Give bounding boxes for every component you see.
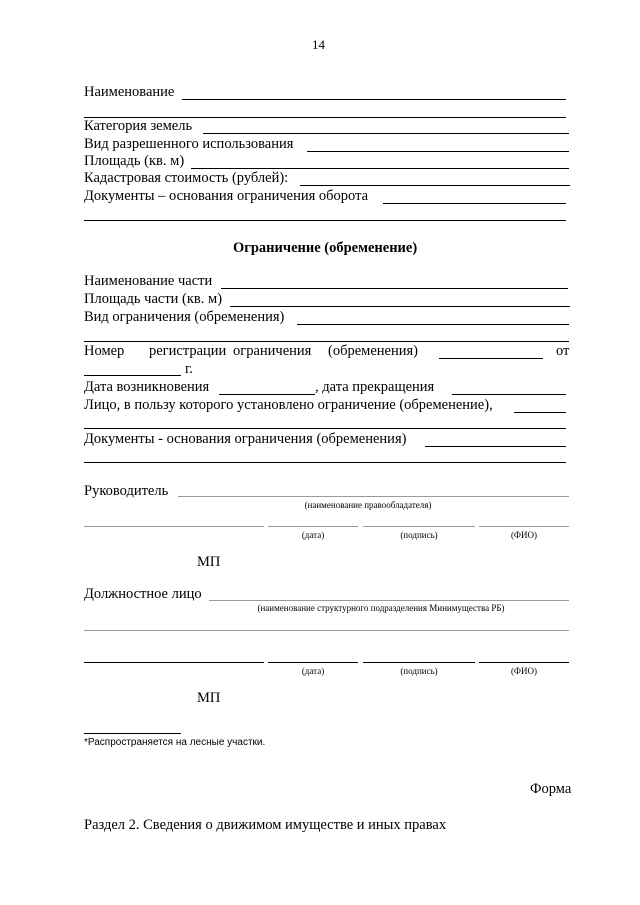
- beneficiary-field[interactable]: [514, 412, 566, 413]
- restriction-documents-field-line2[interactable]: [84, 462, 566, 463]
- category-label: Категория земель: [84, 118, 193, 134]
- part-area-field[interactable]: [230, 306, 570, 307]
- official-signature-caption: (подпись): [400, 666, 438, 676]
- land-documents-field-line2[interactable]: [84, 220, 566, 221]
- department-field[interactable]: [209, 600, 569, 601]
- permitted-use-label: Вид разрешенного использования: [84, 136, 294, 152]
- name-label: Наименование: [84, 84, 175, 100]
- reg-number-label: Номер: [84, 343, 125, 359]
- head-date-caption: (дата): [301, 530, 325, 540]
- official-date-caption: (дата): [301, 666, 325, 676]
- holder-field[interactable]: [178, 496, 569, 497]
- end-date-label: , дата прекращения: [315, 379, 435, 395]
- beneficiary-label: Лицо, в пользу которого установлено ограничение (обременение),: [84, 397, 493, 413]
- part-name-field[interactable]: [221, 288, 568, 289]
- restriction-heading: Ограничение (обременение): [233, 240, 418, 256]
- reg-encumbrance-label: (обременения): [328, 343, 418, 359]
- head-signature-field[interactable]: [363, 526, 475, 527]
- official-fio-caption: (ФИО): [510, 666, 538, 676]
- end-date-field[interactable]: [452, 394, 566, 395]
- beneficiary-field-line2[interactable]: [84, 428, 566, 429]
- official-label: Должностное лицо: [84, 586, 202, 602]
- restriction-documents-field[interactable]: [425, 446, 566, 447]
- reg-date-field[interactable]: [84, 375, 181, 376]
- official-fio-field[interactable]: [479, 662, 569, 663]
- footnote: *Распространяется на лесные участки.: [84, 737, 266, 748]
- cadastral-value-field[interactable]: [300, 185, 570, 186]
- reg-number-field[interactable]: [439, 358, 543, 359]
- land-documents-field[interactable]: [383, 203, 566, 204]
- restriction-type-field[interactable]: [297, 324, 569, 325]
- head-fio-field[interactable]: [479, 526, 569, 527]
- page-number: 14: [312, 37, 325, 52]
- start-date-label: Дата возникновения: [84, 379, 210, 395]
- reg-registration-label: регистрации: [149, 343, 227, 359]
- head-signature-caption: (подпись): [400, 530, 438, 540]
- restriction-type-field-line2[interactable]: [84, 341, 569, 342]
- cadastral-value-label: Кадастровая стоимость (рублей):: [84, 170, 289, 186]
- head-extra-field[interactable]: [84, 526, 264, 527]
- area-field[interactable]: [191, 168, 569, 169]
- part-name-label: Наименование части: [84, 273, 213, 289]
- category-field[interactable]: [203, 133, 569, 134]
- section-title: Раздел 2. Сведения о движимом имуществе и иных правах: [84, 817, 447, 833]
- reg-restriction-label: ограничения: [233, 343, 312, 359]
- official-extra-field[interactable]: [84, 662, 264, 663]
- restriction-type-label: Вид ограничения (обременения): [84, 309, 285, 325]
- form-label: Форма: [530, 781, 572, 797]
- area-label: Площадь (кв. м): [84, 153, 185, 169]
- official-date-field[interactable]: [268, 662, 358, 663]
- start-date-field[interactable]: [219, 394, 315, 395]
- restriction-documents-label: Документы - основания ограничения (обременения): [84, 431, 407, 447]
- official-seal: МП: [197, 690, 221, 706]
- part-area-label: Площадь части (кв. м): [84, 291, 223, 307]
- head-date-field[interactable]: [268, 526, 358, 527]
- reg-from-label: от: [556, 343, 570, 359]
- land-documents-label: Документы – основания ограничения оборота: [84, 188, 369, 204]
- name-field[interactable]: [182, 99, 566, 100]
- permitted-use-field[interactable]: [307, 151, 569, 152]
- reg-year-label: г.: [185, 361, 193, 377]
- department-field-line2[interactable]: [84, 630, 569, 631]
- official-signature-field[interactable]: [363, 662, 475, 663]
- department-caption: (наименование структурного подразделения Минимущества РБ): [257, 603, 505, 613]
- head-label: Руководитель: [84, 483, 169, 499]
- head-seal: МП: [197, 554, 221, 570]
- holder-caption: (наименование правообладателя): [304, 500, 432, 510]
- footnote-separator: [84, 733, 181, 734]
- head-fio-caption: (ФИО): [510, 530, 538, 540]
